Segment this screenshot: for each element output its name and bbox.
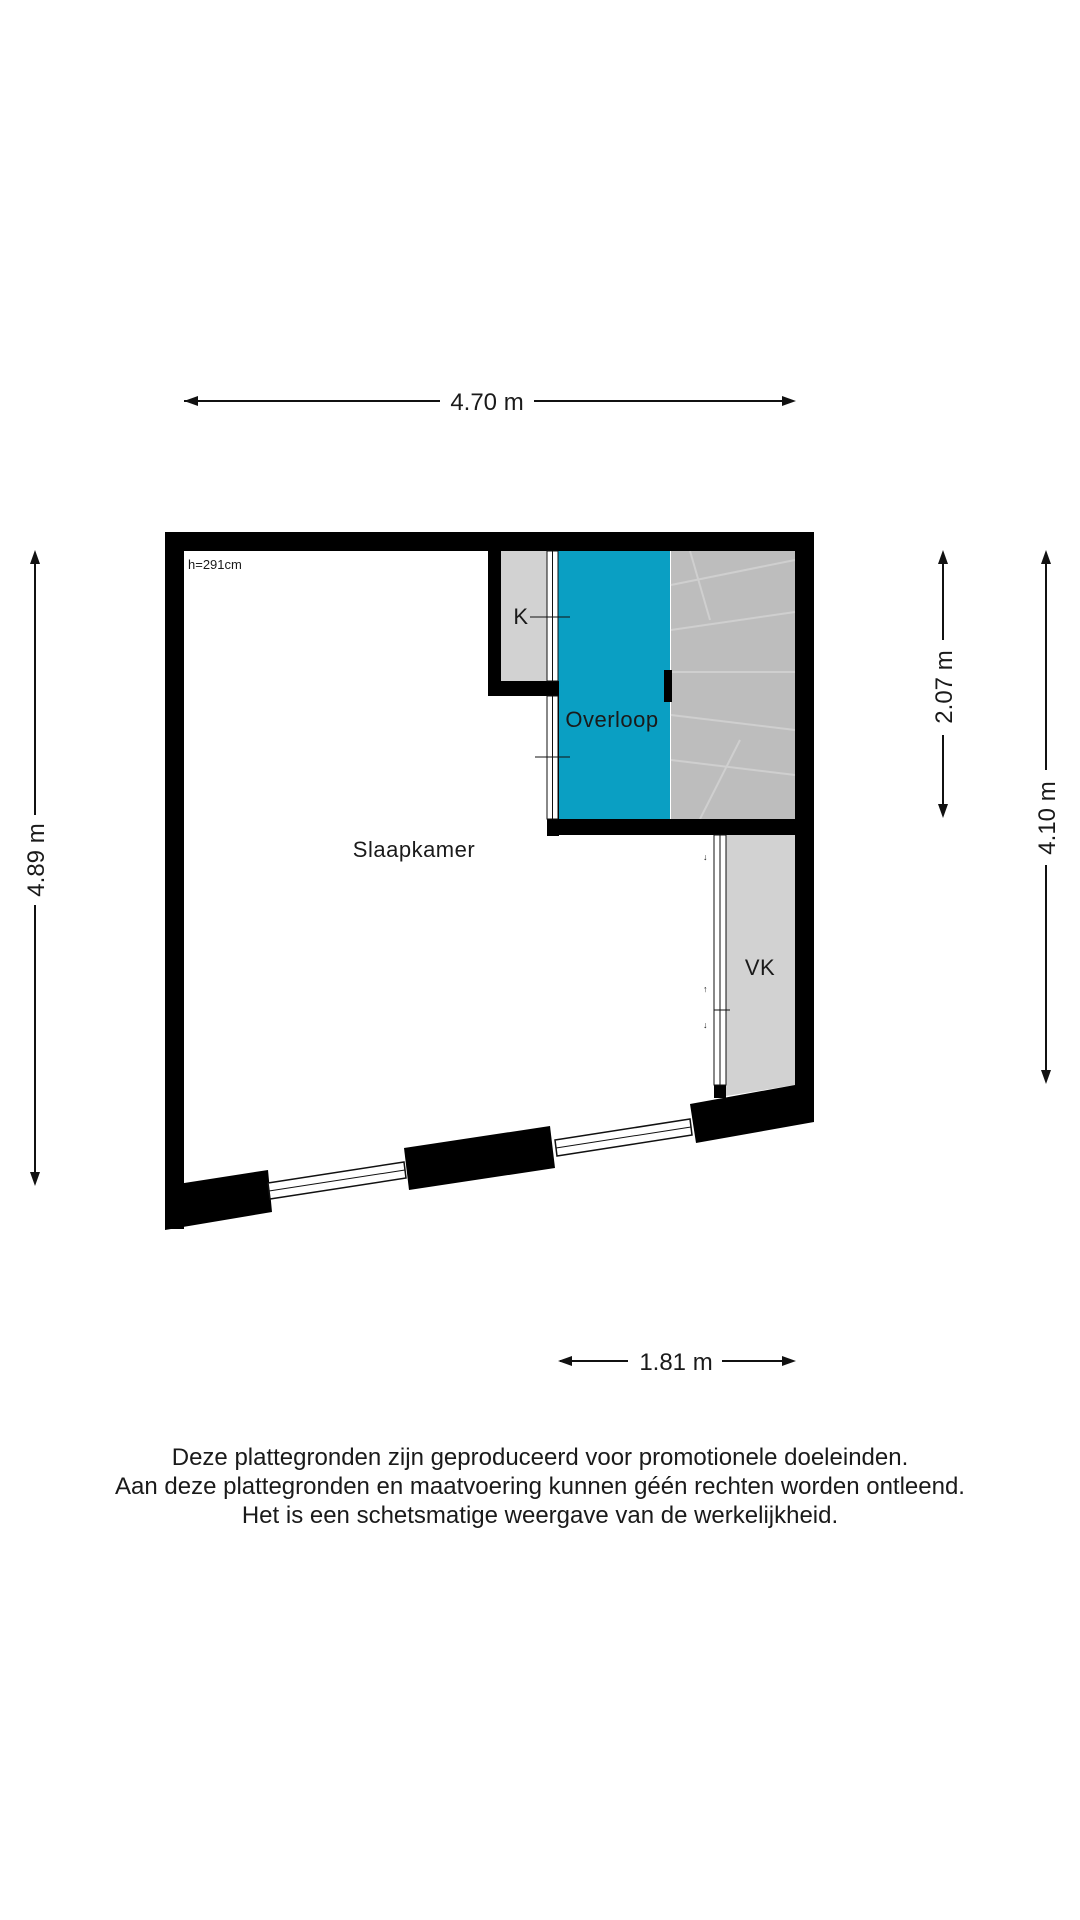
svg-text:↓: ↓ — [703, 1020, 708, 1030]
wall-overloop-bottom — [547, 819, 814, 835]
overloop-label: Overloop — [565, 707, 659, 732]
ceiling-height-label: h=291cm — [188, 557, 242, 572]
left-height-label: 4.89 m — [23, 823, 50, 897]
window-right — [555, 1119, 692, 1156]
disclaimer-line-1: Deze plattegronden zijn geproduceerd voor promotionele doeleinden. — [171, 1444, 909, 1471]
wall-stub — [664, 670, 672, 702]
slaapkamer-label: Slaapkamer — [352, 837, 476, 862]
overloop-area — [558, 551, 670, 819]
wall-top — [165, 532, 814, 551]
kast-label: K — [513, 604, 529, 629]
wall-kast-left — [488, 551, 501, 696]
dimension-bottom-width — [558, 1349, 796, 1376]
dimension-top-width — [184, 389, 796, 416]
disclaimer — [0, 1443, 1080, 1530]
bottom-width-label: 1.81 m — [639, 1349, 713, 1376]
wall-vk-bottom — [714, 1085, 726, 1098]
top-width-label: 4.70 m — [450, 389, 524, 416]
vaste-kast-label: VK — [744, 955, 776, 980]
wall-left — [165, 532, 184, 1229]
dimension-left-height — [23, 550, 50, 1186]
svg-text:↓: ↓ — [703, 852, 708, 862]
dimension-right-upper-height — [931, 550, 958, 818]
stair-area — [671, 551, 795, 819]
right-upper-height-label: 2.07 m — [931, 650, 958, 724]
right-total-height-label: 4.10 m — [1034, 781, 1061, 855]
disclaimer-line-3: Het is een schetsmatige weergave van de werkelijkheid. — [241, 1502, 839, 1529]
disclaimer-line-2: Aan deze plattegronden en maatvoering kunnen géén rechten worden ontleend. — [115, 1473, 965, 1500]
svg-text:↑: ↑ — [703, 984, 708, 994]
dimension-right-total-height — [1034, 550, 1061, 1084]
